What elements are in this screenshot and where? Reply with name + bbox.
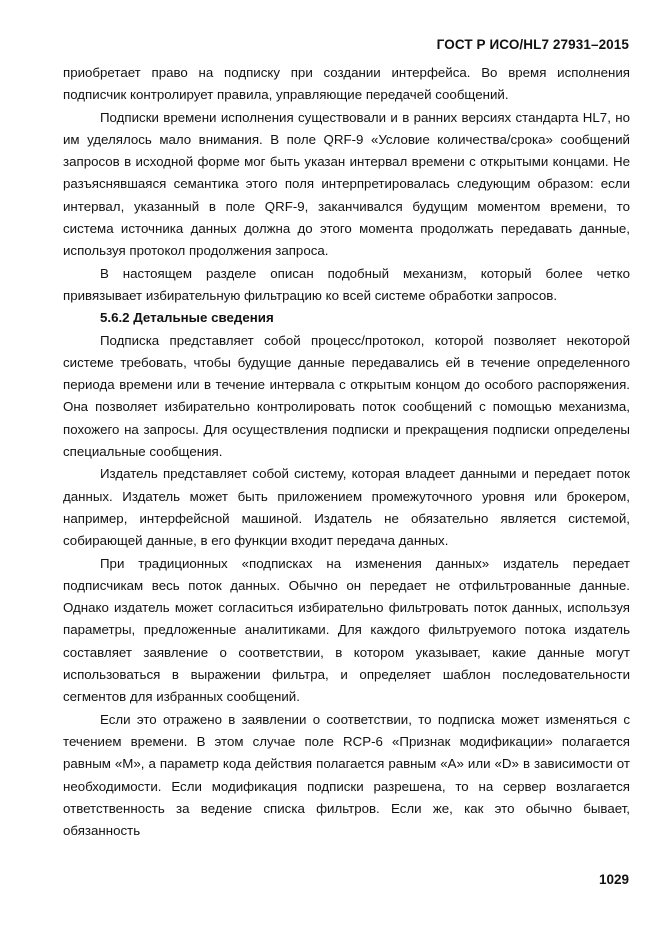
paragraph-traditional-subscriptions: При традиционных «подписках на изменения данных» издатель передает подписчикам весь поток данных. Обычно он передает не отфильтрованные данные. Однако издатель может согласиться избирательно фильтровать поток данных, используя параметры, предложенные аналитиками. Для каждого фильтруемого потока издатель составляет заявление о соответствии, в котором указывает, какие данные могут использоваться в выражении фильтра, и определяет шаблон последовательности сегментов для избранных сообщений. <box>63 555 630 705</box>
paragraph-continuation: приобретает право на подписку при создании интерфейса. Во время исполнения подписчик контролирует правила, управляющие передачей сообщений. <box>63 65 630 103</box>
page-number: 1029 <box>598 872 629 887</box>
paragraph-section-scope: В настоящем разделе описан подобный механизм, который более четко привязывает избирательную фильтрацию ко всей системе обработки запросов. <box>63 265 630 303</box>
section-heading: 5.6.2 Детальные сведения <box>100 310 274 326</box>
document-header: ГОСТ Р ИСО/HL7 27931–2015 <box>436 37 629 52</box>
paragraph-publisher-definition: Издатель представляет собой систему, которая владеет данными и передает поток данных. Издатель может быть приложением промежуточного уровня или брокером, например, интерфейсной машиной. Издатель не обязательно является системой, собирающей данные, в его функции входит передача данных. <box>63 466 630 549</box>
paragraph-runtime-subscriptions: Подписки времени исполнения существовали и в ранних версиях стандарта HL7, но им уделялось мало внимания. В поле QRF-9 «Условие количества/срока» сообщений запросов в исходной форме мог быть указан интервал времени с открытыми концами. Не разъяснявшаяся семантика этого поля интерпретировалась следующим образом: если интервал, указанный в поле QRF-9, заканчивался будущим моментом времени, то система источника данных должна до этого момента продолжать передавать данные, используя протокол продолжения запроса. <box>63 109 630 259</box>
document-body <box>63 62 630 842</box>
paragraph-subscription-modification: Если это отражено в заявлении о соответствии, то подписка может изменяться с течением времени. В этом случае поле RCP-6 «Признак модификации» полагается равным «M», а параметр кода действия полагается равным «A» или «D» в зависимости от необходимости. Если модификация подписки разрешена, то на сервер возлагается ответственность за ведение списка фильтров. Если же, как это обычно бывает, обязанность <box>63 711 630 839</box>
paragraph-subscription-definition: Подписка представляет собой процесс/протокол, которой позволяет некоторой системе требовать, чтобы будущие данные передавались ей в течение определенного периода времени или в течение интервала с открытым концом до особого распоряжения. Она позволяет избирательно контролировать поток сообщений с помощью механизма, похожего на запросы. Для осуществления подписки и прекращения подписки определены специальные сообщения. <box>63 332 630 460</box>
